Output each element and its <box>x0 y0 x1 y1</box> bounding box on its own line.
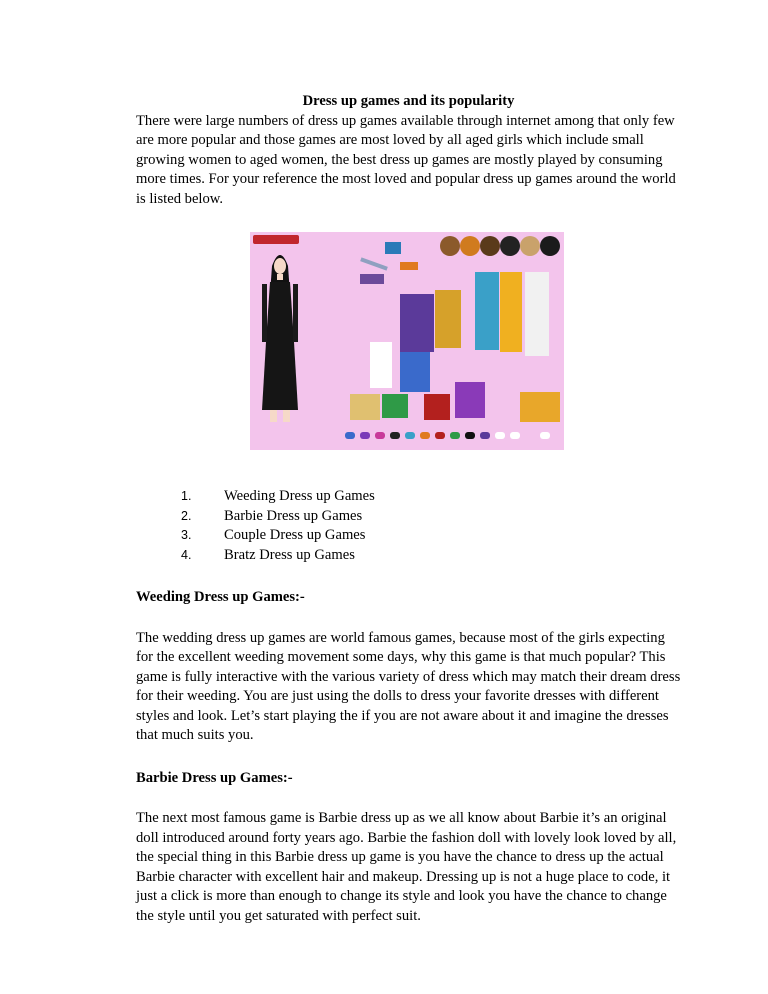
dress-up-illustration <box>250 232 564 450</box>
intro-paragraph: There were large numbers of dress up games available through internet among that only few are more popular and those games are most loved by all aged girls which include small growing women to aged women, the best dress up games are mostly played by consuming more times. For your reference the most loved and popular dress up games around the world is listed below. <box>136 112 676 207</box>
section-body-weeding: The wedding dress up games are world famous games, because most of the girls expecting for the excellent weeding movement some days, why this game is that much popular? This game is fully interactive with the various variety of dress which may match their dream dress for their weeding. You are just using the dolls to dress your favorite dresses with different styles and look. Let’s start playing the if you are not aware about it and imagine the dresses that much suits you. <box>136 629 681 743</box>
list-number: 4. <box>181 547 192 562</box>
list-number: 2. <box>181 508 192 523</box>
list-item <box>136 526 681 546</box>
play-more-games-badge <box>253 235 299 244</box>
list-item <box>136 546 681 566</box>
list-text: Weeding Dress up Games <box>224 488 375 504</box>
section-heading-barbie: Barbie Dress up Games:- <box>136 769 293 786</box>
list-text: Barbie Dress up Games <box>224 507 363 524</box>
dress-up-game-image <box>250 232 564 450</box>
section-heading-weeding: Weeding Dress up Games:- <box>136 589 305 605</box>
list-item <box>136 507 681 527</box>
game-list <box>136 487 681 565</box>
list-number: 3. <box>181 528 192 542</box>
document-title: Dress up games and its popularity <box>302 93 515 109</box>
document-page <box>136 92 681 926</box>
list-number: 1. <box>181 489 192 503</box>
section-body-barbie: The next most famous game is Barbie dress up as we all know about Barbie it’s an original doll introduced around forty years ago. Barbie the fashion doll with lovely look loved by all, the special thing in this Barbie dress up game is you have the chance to dress up the actual Barbie character with excellent hair and makeup. Dressing up is not a huge place to code, it just a click is more than enough to change its style and look you have the chance to change the style until you get saturated with perfect suit. <box>136 810 677 924</box>
list-item <box>136 487 681 507</box>
list-text: Couple Dress up Games <box>224 527 366 543</box>
list-text: Bratz Dress up Games <box>224 546 355 563</box>
